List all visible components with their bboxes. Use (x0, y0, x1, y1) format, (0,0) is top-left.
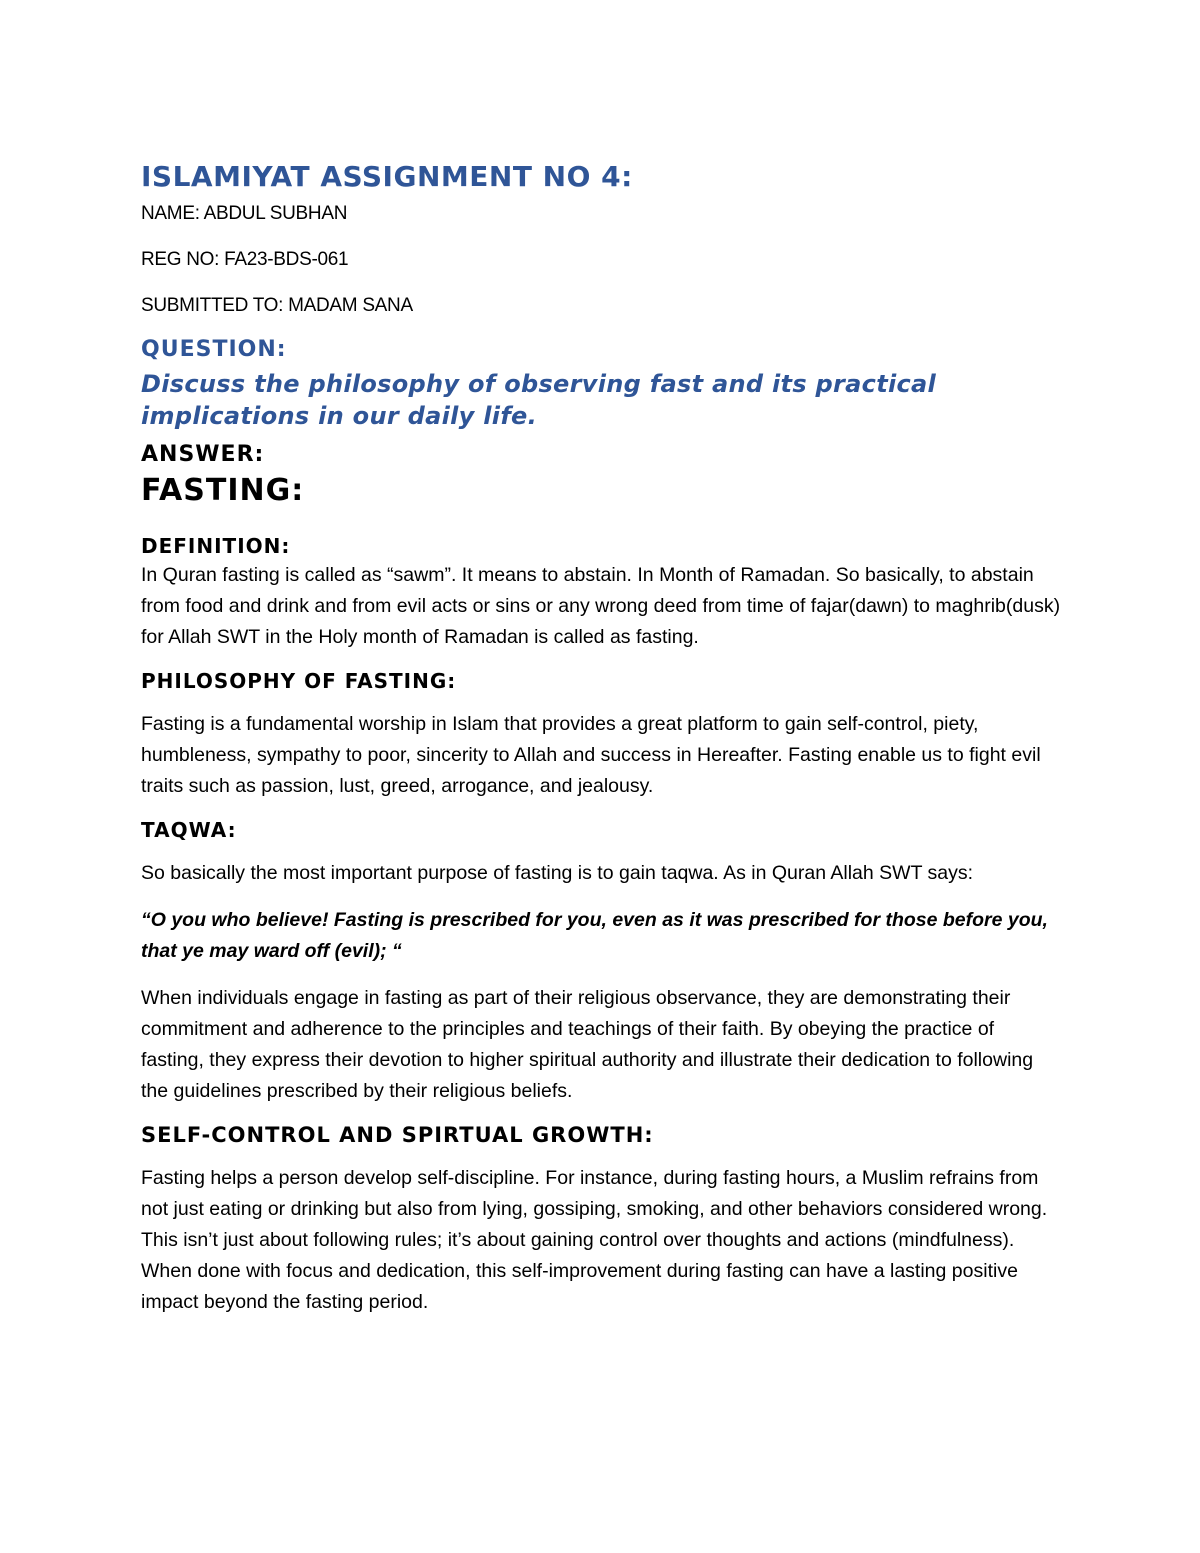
answer-label: ANSWER: (141, 442, 265, 467)
submitted-to: SUBMITTED TO: MADAM SANA (141, 295, 413, 316)
question-label: QUESTION: (141, 337, 287, 362)
self-control-section (141, 1123, 1061, 1318)
self-control-text: Fasting helps a person develop self-discipline. For instance, during fasting hours, a Muslim refrains from not just eating or drinking but also from lying, gossiping, smoking, and other behaviors considered wrong. This isn’t just about following rules; it’s about gaining control over thoughts and actions (mindfulness). When done with focus and dedication, this self-improvement during fasting can have a lasting positive impact beyond the fasting period. (141, 1167, 1048, 1313)
student-name: NAME: ABDUL SUBHAN (141, 203, 348, 224)
taqwa-section (141, 818, 1061, 1107)
philosophy-heading: PHILOSOPHY OF FASTING: (141, 669, 457, 693)
definition-section (141, 534, 1061, 653)
document-page (141, 160, 1061, 1334)
taqwa-intro: So basically the most important purpose of fasting is to gain taqwa. As in Quran Allah SWT says: (141, 862, 974, 884)
taqwa-heading: TAQWA: (141, 818, 237, 842)
quran-quote: “O you who believe! Fasting is prescribed for you, even as it was prescribed for those before you, that ye may ward off (evil); “ (141, 909, 1048, 962)
fasting-heading: FASTING: (141, 473, 305, 508)
definition-text: In Quran fasting is called as “sawm”. It means to abstain. In Month of Ramadan. So basically, to abstain from food and drink and from evil acts or sins or any wrong deed from time of fajar(dawn) to maghrib(dusk) for Allah SWT in the Holy month of Ramadan is called as fasting. (141, 564, 1061, 648)
philosophy-section (141, 669, 1061, 802)
definition-heading: DEFINITION: (141, 534, 291, 558)
philosophy-text: Fasting is a fundamental worship in Islam that provides a great platform to gain self-control, piety, humbleness, sympathy to poor, sincerity to Allah and success in Hereafter. Fasting enable us to fight evil traits such as passion, lust, greed, arrogance, and jealousy. (141, 713, 1041, 797)
registration-number: REG NO: FA23-BDS-061 (141, 249, 349, 270)
document-title: ISLAMIYAT ASSIGNMENT NO 4: (141, 160, 633, 193)
question-text: Discuss the philosophy of observing fast and its practical implications in our daily life. (141, 370, 937, 430)
taqwa-text: When individuals engage in fasting as part of their religious observance, they are demonstrating their commitment and adherence to the principles and teachings of their faith. By obeying the practice of fasting, they express their devotion to higher spiritual authority and illustrate their dedication to following the guidelines prescribed by their religious beliefs. (141, 987, 1034, 1102)
self-control-heading: SELF-CONTROL AND SPIRTUAL GROWTH: (141, 1123, 654, 1147)
